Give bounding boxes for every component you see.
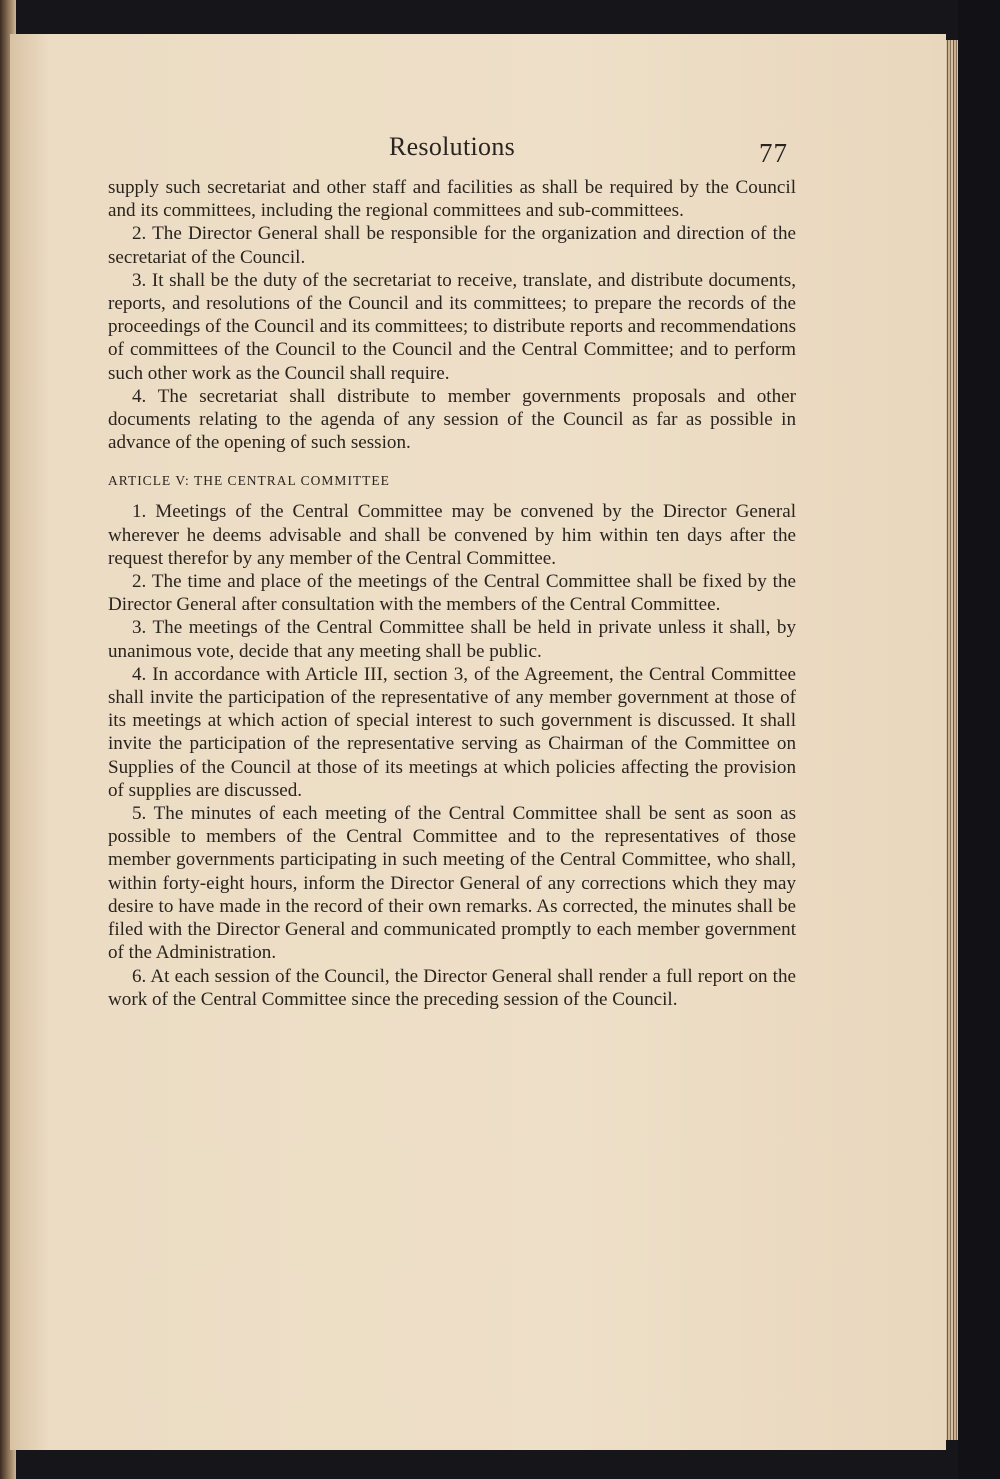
- article-iv-item-4: 4. The secretariat shall distribute to member governments proposals and other documents relating to the agenda of any session of the Council as far as possible in advance of the opening of such session.: [108, 385, 796, 454]
- page-text-block: [108, 132, 796, 1011]
- article-iv-item-3: 3. It shall be the duty of the secretariat to receive, translate, and distribute documents, reports, and resolutions of the Council and its committees; to prepare the records of the proceedings of the Council and its committees; to distribute reports and recommendations of committees of the Council to the Council and the Central Committee; and to perform such other work as the Council shall require.: [108, 269, 796, 384]
- article-v-item-4: 4. In accordance with Article III, section 3, of the Agreement, the Central Committee shall invite the participation of the representative of any member government at those of its meetings at which action of special interest to such government is discussed. It shall invite the participation of the representative serving as Chairman of the Committee on Supplies of the Council at those of its meetings at which policies affecting the provision of supplies are discussed.: [108, 663, 796, 801]
- article-iv-item-2: 2. The Director General shall be responsible for the organization and direction of the secretariat of the Council.: [108, 223, 796, 268]
- article-v-item-5: 5. The minutes of each meeting of the Central Committee shall be sent as soon as possible to members of the Central Committee and to the representatives of those member governments participating in such meeting of the Central Committee, who shall, within forty-eight hours, inform the Director General of any corrections which they may desire to have made in the record of their own remarks. As corrected, the minutes shall be filed with the Director General and communicated promptly to each member government of the Administration.: [108, 803, 796, 964]
- intro-paragraph: supply such secretariat and other staff and facilities as shall be required by the Council and its committees, including the regional committees and sub-committees.: [108, 177, 796, 222]
- background-right: [958, 0, 1000, 1479]
- page-number: 77: [759, 138, 788, 168]
- article-v-item-3: 3. The meetings of the Central Committee shall be held in private unless it shall, by unanimous vote, decide that any meeting shall be public.: [108, 617, 796, 662]
- article-v-item-2: 2. The time and place of the meetings of the Central Committee shall be fixed by the Director General after consultation with the members of the Central Committee.: [108, 571, 796, 616]
- article-v-item-1: 1. Meetings of the Central Committee may be convened by the Director General wherever he deems advisable and shall be convened by him within ten days after the request therefor by any member of the Central Committee.: [108, 501, 796, 569]
- article-v-item-6: 6. At each session of the Council, the Director General shall render a full report on the work of the Central Committee since the preceding session of the Council.: [108, 965, 796, 1010]
- running-title: Resolutions: [388, 132, 516, 161]
- article-v-heading: ARTICLE V: THE CENTRAL COMMITTEE: [108, 473, 390, 489]
- running-head: [108, 132, 796, 168]
